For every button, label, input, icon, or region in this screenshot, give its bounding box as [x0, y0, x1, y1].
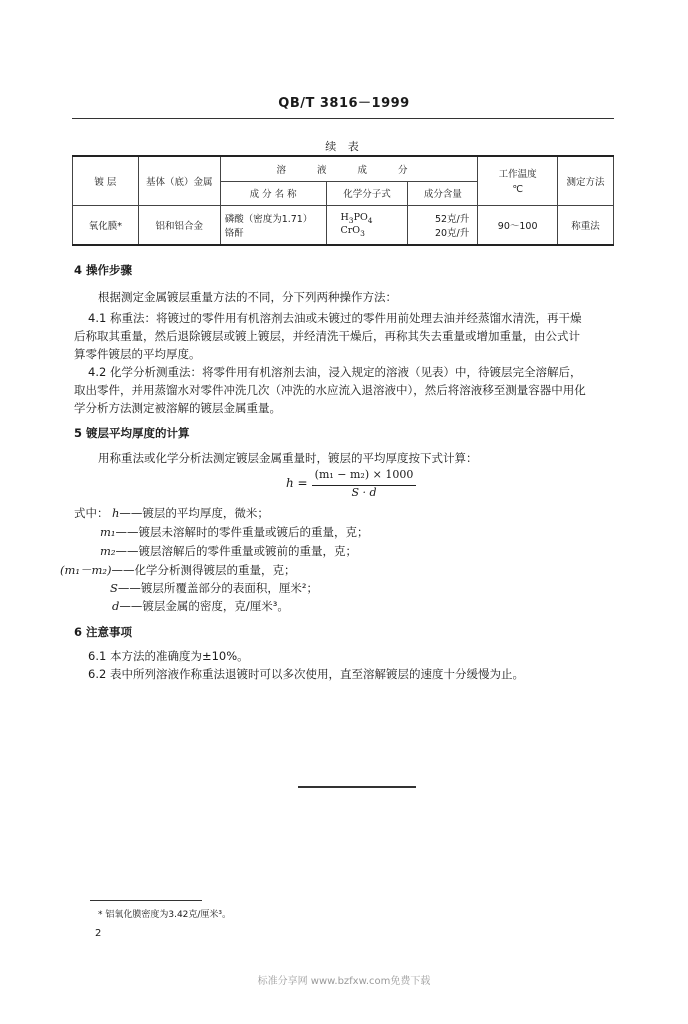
- td-temp: 90～100: [478, 205, 558, 245]
- section-5-intro: 用称重法或化学分析法测定镀层金属重量时，镀层的平均厚度按下式计算：: [98, 451, 478, 465]
- td-content-2: 20克/升: [434, 227, 470, 239]
- s41-line1: 4.1 称重法：将镀过的零件用有机溶剂去油或未镀过的零件用前处理去油并经蒸馏水清洗，再干燥: [88, 311, 582, 325]
- footnote-rule: [90, 900, 202, 901]
- s42-line2: 取出零件，并用蒸馏水对零件冲洗几次（冲洗的水应流入退溶液中），然后将溶液移至测量容器中用化: [74, 383, 586, 397]
- th-temp-unit: ℃: [512, 184, 523, 196]
- th-layer: 镀 层: [73, 156, 139, 205]
- th-content: 成分含量: [408, 181, 478, 205]
- end-of-text-rule: [298, 786, 416, 788]
- td-component-names: [220, 205, 326, 245]
- s42-line3: 学分析方法测定被溶解的镀层金属重量。: [74, 401, 281, 415]
- var-symbol: m₁: [100, 525, 116, 539]
- s41-line2: 后称取其重量，然后退除镀层或镀上镀层，并经清洗干燥后，再称其失去重量或增加重量，由公式计: [74, 329, 580, 343]
- s62-text: 6.2 表中所列溶液作称重法退镀时可以多次使用，直至溶解镀层的速度十分缓慢为止。: [88, 667, 524, 681]
- var-row: [112, 598, 289, 615]
- solution-table: [72, 155, 614, 246]
- th-base-metal: 基体（底）金属: [138, 156, 220, 205]
- var-row: [112, 505, 269, 522]
- td-content-1: 52克/升: [434, 213, 470, 225]
- formula-lhs: h =: [286, 476, 308, 490]
- section-4-title: 4 操作步骤: [74, 263, 133, 277]
- th-solution: 溶 液 成 分: [220, 156, 478, 181]
- th-component-name: 成 分 名 称: [220, 181, 326, 205]
- td-contents: [408, 205, 478, 245]
- page-number: 2: [95, 928, 102, 939]
- th-method: 测定方法: [558, 156, 614, 205]
- watermark: 标准分享网 www.bzfxw.com免费下载: [257, 976, 431, 987]
- var-desc: ——镀层金属的密度，克/厘米³。: [119, 599, 289, 613]
- td-method: 称重法: [558, 205, 614, 245]
- td-layer: 氧化膜*: [73, 205, 139, 245]
- section-5-title: 5 镀层平均厚度的计算: [74, 426, 190, 440]
- section-6-title: 6 注意事项: [74, 625, 133, 639]
- td-formula-2: CrO$_3$: [340, 224, 365, 238]
- var-symbol: m₂: [100, 544, 116, 558]
- var-row: [100, 524, 369, 541]
- standard-number: QB/T 3816－1999: [278, 96, 410, 111]
- th-chemical-formula: 化学分子式: [326, 181, 408, 205]
- var-desc: ——镀层的平均厚度，微米；: [119, 506, 269, 520]
- th-work-temp-label: 工作温度: [498, 169, 537, 181]
- header-rule: [72, 118, 614, 119]
- var-desc: ——镀层未溶解时的零件重量或镀后的重量，克；: [115, 525, 369, 539]
- s41-line3: 算零件镀层的平均厚度。: [74, 347, 201, 361]
- table-continued-label: 续 表: [325, 140, 363, 153]
- th-work-temp: [478, 156, 558, 205]
- td-formulas: [326, 205, 408, 245]
- td-base-metal: 铝和铝合金: [138, 205, 220, 245]
- var-row: [110, 580, 318, 597]
- var-row: [60, 562, 296, 579]
- var-symbol: d: [112, 599, 120, 613]
- td-name-1: 磷酸（密度为1.71）: [224, 213, 313, 225]
- td-name-2: 铬酐: [224, 227, 244, 239]
- var-symbol: h: [112, 506, 120, 520]
- var-desc: ——镀层溶解后的零件重量或镀前的重量，克；: [115, 544, 358, 558]
- var-symbol: S: [110, 581, 118, 595]
- td-formula-1: $H_3PO_4$: [340, 211, 373, 225]
- footnote: * 铝氧化膜密度为3.42克/厘米³。: [98, 910, 232, 920]
- var-desc: ——镀层所覆盖部分的表面积，厘米²；: [117, 581, 318, 595]
- where-prefix: 式中：: [74, 506, 109, 520]
- formula-denominator: S · d: [351, 486, 377, 499]
- section-4-intro: 根据测定金属镀层重量方法的不同，分下列两种操作方法：: [98, 290, 397, 304]
- var-row: [100, 543, 357, 560]
- var-desc: ——化学分析测得镀层的重量，克；: [111, 563, 296, 577]
- s42-line1: 4.2 化学分析测重法：将零件用有机溶剂去油，浸入规定的溶液（见表）中，待镀层完全溶解后，: [88, 365, 582, 379]
- formula-numerator: (m₁ − m₂) × 1000: [314, 468, 414, 481]
- s61-text: 6.1 本方法的准确度为±10%。: [88, 649, 249, 663]
- var-symbol: (m₁－m₂): [60, 563, 112, 577]
